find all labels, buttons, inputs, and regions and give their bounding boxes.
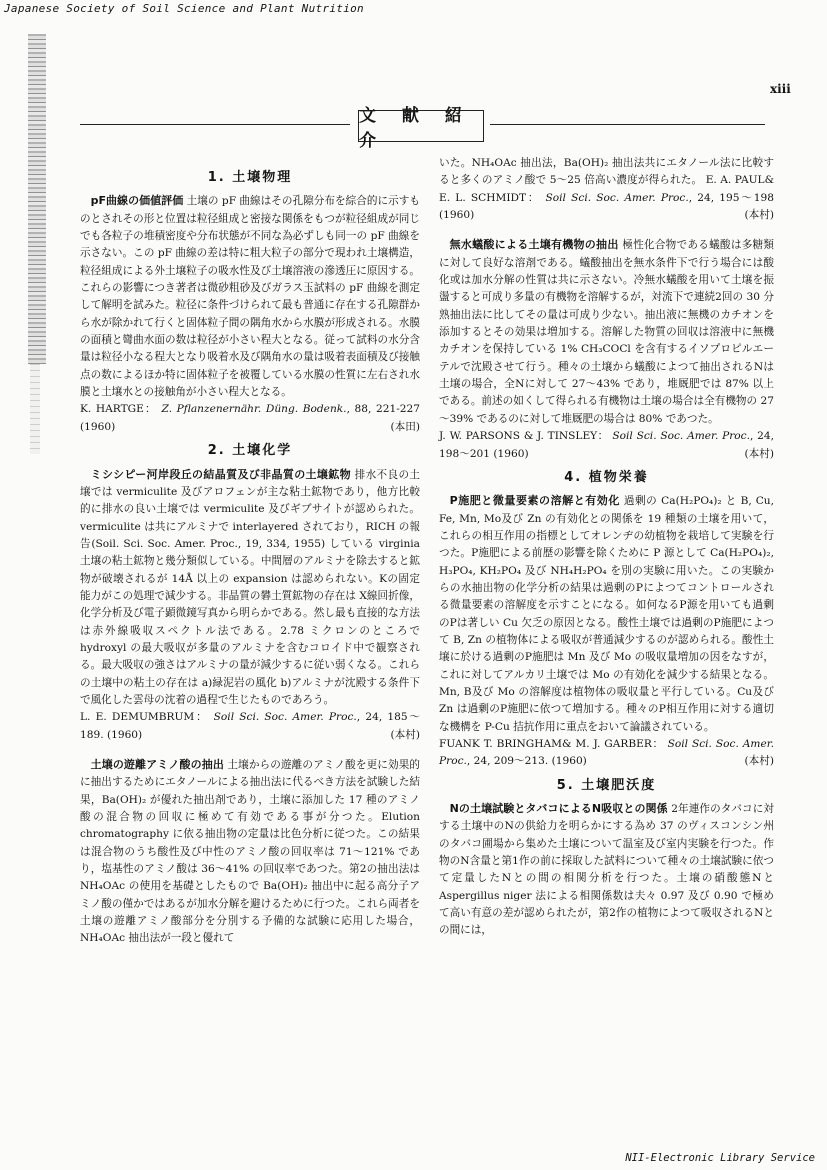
abstract-title: Nの土壌試験とタバコによるN吸収との関係 — [449, 802, 668, 816]
ref-volume: , 24, 185～189. (1960) — [80, 711, 421, 741]
abstract-reference — [439, 428, 774, 463]
abstract-body: いた。NH₄OAc 抽出法，Ba(OH)₂ 抽出法共にエタノール法に比較すると多くのアミノ酸で 5～25 倍高い濃度が得られた。 — [439, 157, 774, 187]
binding-edge — [28, 34, 46, 364]
abstract-body: 排水不良の土壌では vermiculite 及びアロフェンが主な粘土鉱物であり，他方比較的に排水の良い土壌では vermiculite 及びギブサイトが認められた。vermiculite は共にアルミナで interlayered されており，RICH の報告(Soil. Sci. Soc. Amer. Proc., 19, 334, 1955) している virginia 土壌の粘土鉱物と幾分類似している。中間層のアルミナを除去すると鉱物が破壊されるが 14Å 以上の expansion は認められない。Kの固定能力がこの処理で減少する。非晶質の礬土質鉱物の存在は X線回折像，化学分析及び電子顕微鏡写真から明らかである。然し最も直接的な方法は赤外線吸収スペクトル法である。2.78 ミクロンのところで hydroxyl の最大吸収が多量のアルミナを含むコロイド中で観察される。最大吸収の強さはアルミナの量が減少するに従い弱くなる。これらの土壌中の粘土の存在は a)緑泥岩の風化 b)アルミナが沈殿する条件下で風化した雲母の沈着の過程で生じたものであろう。 — [80, 468, 420, 706]
section-heading-soil-chemistry: 2. 土壌化学 — [207, 443, 293, 459]
abstract-p-fertilizer-micronutrients — [439, 492, 774, 771]
abstract-title: pF曲線の価値評価 — [90, 194, 184, 208]
abstract-title: ミシシピー河岸段丘の結晶質及び非晶質の土壌鉱物 — [90, 467, 351, 481]
section-heading-soil-physics: 1. 土壌物理 — [207, 170, 293, 185]
ref-journal: Soil Sci. Soc. Amer. Proc. — [439, 738, 774, 768]
abstract-amino-acid-continued — [439, 155, 774, 224]
ref-authors: FUANK T. BRINGHAM& M. J. GARBER： — [439, 738, 664, 750]
reviewer-signature: (本村) — [744, 209, 774, 222]
section-heading-soil-fertility: 5. 土壌肥沃度 — [556, 777, 657, 793]
binding-edge-lower — [30, 364, 40, 454]
ref-authors: E. A. PAUL& E. L. SCHMIDT： — [439, 174, 774, 204]
abstract-body: 2年連作のタバコに対する土壌中のNの供給力を明らかにする為め 37 のヴィスコンシン州のタバコ圃場から集めた土壌について温室及び室内実験を行つた。作物のN含量と第1作の前に採取した試料について種々の土壌試験に依つて定量したNとの間の相関分析を行つた。土壌の硝酸態Nと Aspergillus niger 法による相関係数は夫々 0.97 及び 0.90 で極めて高い有意の差が認められたが，第2作の植物によつて吸収されるNとの間には， — [439, 803, 774, 937]
section-heading-plant-nutrition: 4. 植物栄養 — [564, 469, 649, 485]
abstract-pf-curve — [80, 192, 420, 436]
reviewer-signature: (本田) — [390, 420, 420, 433]
title-rule-left — [80, 124, 350, 125]
abstract-body: 過剰の Ca(H₂PO₄)₂ と B, Cu, Fe, Mn, Mo及び Zn の有効化との関係を 19 種類の土壌を用いて，これらの相互作用の指標としてオレンヂの幼植物を栽培して実験を行つた。P施肥による前歴の影響を除くために P 源として Ca(H₂PO₄)₂, H₃PO₄, KH₂PO₄ 及び NH₄H₂PO₄ を別の実験に用いた。この実験からの水抽出物の化学分析の結果は過剰のPによつてコントロールされる微量要素の溶解度を示すことになる。如何なるP源を用いても過剰のPは著しい Cu 欠乏の原因となる。酸性土壌では過剰のP施肥によつて B, Zn の植物体による吸収が普通減少するのが認められる。酸性土壌に於ける過剰のP施肥は Mn 及び Mo の吸収量増加の因をなすが，これに対してアルカリ土壌では Mo の有効化を減少する結果となる。Mn, B及び Mo の溶解度は植物体の吸収量と平行している。Cu及び Zn は過剰のP施肥に依つて増加する。種々のP相互作用に対する適切な機構を P-Cu 拮抗作用に重点をおいて論議されている。 — [439, 495, 774, 733]
ref-authors: J. W. PARSONS & J. TINSLEY： — [439, 430, 609, 443]
abstract-title: 無水蟻酸による土壌有機物の抽出 — [449, 238, 619, 252]
ref-volume: , 24, 198～201 (1960) — [439, 430, 774, 460]
reviewer-signature: (本村) — [744, 755, 774, 768]
abstract-title: P施肥と微量要素の溶解と有効化 — [449, 494, 620, 508]
ref-journal: Soil Sci. Soc. Amer. Proc. — [545, 191, 689, 204]
abstract-body: 極性化合物である蟻酸は多糖類に対して良好な溶剤である。蟻酸抽出を無水条件下で行う場合には酸化或は加水分解の性質は共に示さない。冷無水蟻酸を用いて土壌を振盪すると可成り多量の有機物を溶解するが，対流下で連続2回の 30 分熟抽出法に比してその量は可成り少ない。抽出液に無機のカチオンを添加するとその効果は増加する。溶解した物質の回収は溶液中に無機カチオンを保持している 1% CH₃COCl を含有するイソプロピルエーテルで沈殿させて行う。種々の土壌から蟻酸によつて抽出されるNは土壌の場合，全Nに対して 27～43% であり，堆厩肥では 87% 以上である。前述の如くして得られる有機物は土壌の場合は全有機物の 27～39% であるのに対して堆厩肥の場合は 80% であつた。 — [439, 239, 775, 425]
title-rule-right — [490, 124, 765, 125]
ref-journal: Soil Sci. Soc. Amer. Proc. — [612, 430, 750, 443]
ref-authors: K. HARTGE： — [80, 403, 157, 416]
reviewer-signature: (本村) — [744, 447, 774, 460]
left-column — [80, 165, 420, 954]
ref-journal: Z. Pflanzenernähr. Düng. Bodenk. — [161, 403, 347, 416]
abstract-amino-acid-extraction — [80, 756, 420, 948]
abstract-reference — [80, 401, 420, 436]
abstract-reference — [80, 709, 420, 744]
abstract-formic-acid-extraction — [439, 236, 774, 462]
abstract-body: 土壌の pF 曲線はその孔隙分布を綜合的に示すものとされその形と位置は粒径組成と密接な関係をもつが粒径組成が同じでも各粒子の堆積密度や分布状態が不同な為必ずしも同一の pF 曲線を示さない。この pF 曲線の差は特に粗大粒子の部分で現われ土壌構造，粒径組成による外土壌粒子の吸水性及び土壌溶液の滲透圧に原因する。これらの影響につき著者は微砂粗砂及びガラス玉試料の pF 曲線を測定して解明を試みた。粒径に条件づけられて最も普通に存在する孔隙群から水が除かれて行くと固体粒子間の隅角水から水膜が形成される。水膜の面積と彎曲水面の数は粒径が小さい程大となる。従って試料の水分含量は粒径小なる程大となり吸着水及び隅角水の量は吸着表面積及び接触点の数によるほか特に固体粒子を被覆している水膜の性質に左右され水膜と土壌水との接触角が小さい程大となる。 — [80, 195, 421, 399]
right-column — [439, 155, 774, 946]
ref-volume: , 88, 221-227 (1960) — [80, 403, 421, 433]
abstract-mississippi-minerals — [80, 466, 420, 745]
page-number: xⅲ — [770, 82, 791, 96]
abstract-body: 土壌からの遊離のアミノ酸を更に効果的に抽出するためにエタノールによる抽出法に代るべき方法を試験した結果，Ba(OH)₂ が優れた抽出剤であり，土壌に添加した 17 種のアミノ酸の混合物の回収に極めて有効である事が分つた。Elution chromatography に依る抽出物の定量は比色分析に従つた。この結果は混合物のうち酸性及び中性のアミノ酸の回収率は 71～121% であり，塩基性のアミノ酸は 36～41% の回収率であつた。第2の抽出法は NH₄OAc の使用を基礎としたもので Ba(OH)₂ 抽出中に起る高分子アミノ酸の僅かではあるが加水分解を避けるために行つた。これら両者を土壌の遊離アミノ酸部分を分別する予備的な試験に応用した場合，NH₄OAc 抽出法が一段と優れて — [80, 759, 421, 945]
page-title: 文 献 紹 介 — [358, 110, 484, 142]
reviewer-signature: (本村) — [390, 728, 420, 741]
ref-authors: L. E. DEMUMBRUM： — [80, 711, 209, 724]
abstract-reference — [439, 736, 774, 771]
abstract-nitrogen-soil-test — [439, 800, 774, 940]
page-footer: NII-Electronic Library Service — [625, 1152, 815, 1164]
abstract-title: 土壌の遊離アミノ酸の抽出 — [90, 758, 224, 771]
ref-volume: , 24, 195～198 (1960) — [439, 191, 774, 222]
ref-volume: , 24, 209～213. (1960) — [466, 755, 587, 768]
page-header: Japanese Society of Soil Science and Plant Nutrition — [4, 2, 364, 15]
ref-journal: Soil Sci. Soc. Amer. Proc. — [213, 711, 357, 724]
